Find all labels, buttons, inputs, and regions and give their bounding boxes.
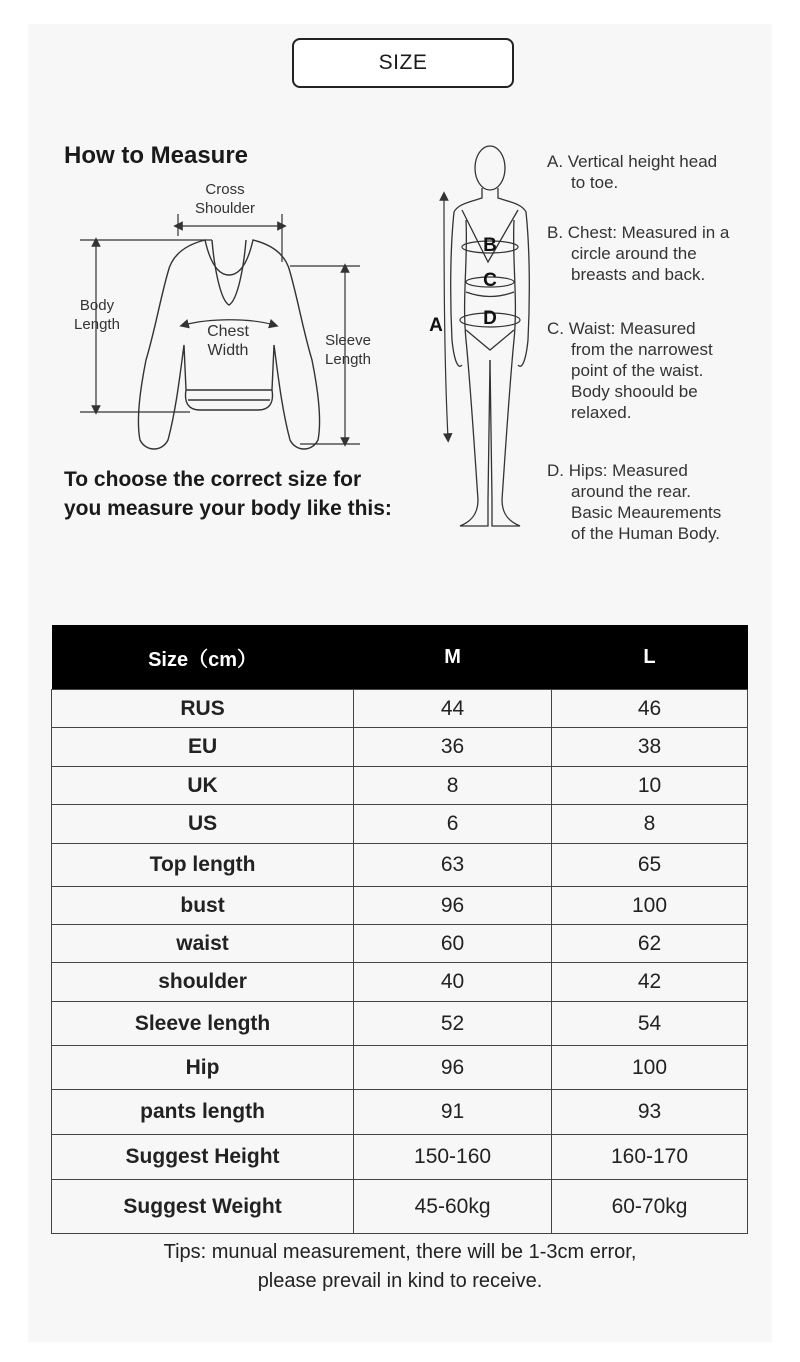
cell-m: 150-160 [354, 1135, 552, 1180]
body-length-label [62, 296, 132, 334]
tips-note [0, 1238, 800, 1296]
row-label: Top length [52, 844, 354, 887]
marker-c: C [483, 270, 497, 291]
cross-shoulder-label-line2: Shoulder [194, 200, 256, 217]
row-label: Sleeve length [52, 1002, 354, 1046]
note-a-line1: A. Vertical height head [547, 152, 718, 171]
header-m: M [354, 625, 552, 690]
row-label: pants length [52, 1090, 354, 1135]
size-title: SIZE [378, 51, 428, 74]
table-row [52, 887, 748, 925]
cell-m: 91 [354, 1090, 552, 1135]
cell-l: 100 [552, 887, 748, 925]
cell-m: 52 [354, 1002, 552, 1046]
table-row [52, 1090, 748, 1135]
chest-width-label-line1: Chest [207, 323, 249, 340]
table-row [52, 1135, 748, 1180]
note-a [547, 151, 717, 193]
cell-m: 45-60kg [354, 1180, 552, 1234]
cell-m: 63 [354, 844, 552, 887]
sleeve-length-label-line1: Sleeve [325, 332, 371, 349]
note-c-line2: from the narrowest [571, 340, 713, 359]
cell-l: 42 [552, 963, 748, 1002]
chest-width-label-line2: Width [207, 342, 249, 359]
note-c-line4: Body shoould be [571, 382, 698, 401]
note-d [547, 460, 721, 544]
cell-m: 96 [354, 1046, 552, 1090]
body-figure [451, 146, 530, 526]
choose-size-instruction [64, 465, 392, 523]
row-label: US [52, 805, 354, 844]
table-row [52, 767, 748, 805]
note-b-line1: B. Chest: Measured in a [547, 223, 730, 242]
table-row [52, 805, 748, 844]
table-row [52, 1180, 748, 1234]
note-d-line3: Basic Meaurements [571, 503, 722, 522]
sleeve-length-label [312, 331, 384, 369]
cell-m: 40 [354, 963, 552, 1002]
note-b-line3: breasts and back. [571, 265, 706, 284]
row-label: shoulder [52, 963, 354, 1002]
tips-line2: please prevail in kind to receive. [257, 1270, 543, 1292]
note-c-line5: relaxed. [571, 403, 632, 422]
cell-l: 46 [552, 690, 748, 728]
cross-shoulder-label-line1: Cross [205, 181, 245, 198]
choose-size-line1: To choose the correct size for [64, 468, 362, 491]
table-row [52, 963, 748, 1002]
cell-l: 65 [552, 844, 748, 887]
cell-l: 10 [552, 767, 748, 805]
table-row [52, 925, 748, 963]
note-b-line2: circle around the [571, 244, 697, 263]
size-table-header [52, 625, 748, 690]
how-to-measure-heading: How to Measure [64, 142, 249, 169]
row-label: Suggest Weight [52, 1180, 354, 1234]
cell-m: 36 [354, 728, 552, 767]
cell-l: 160-170 [552, 1135, 748, 1180]
marker-a: A [429, 315, 443, 336]
cell-l: 60-70kg [552, 1180, 748, 1234]
marker-d: D [483, 308, 497, 329]
cell-l: 62 [552, 925, 748, 963]
choose-size-line2: you measure your body like this: [64, 497, 392, 520]
note-c-line1: C. Waist: Measured [547, 319, 696, 338]
cell-l: 100 [552, 1046, 748, 1090]
note-c [547, 318, 713, 423]
size-table [51, 625, 748, 1234]
marker-b: B [483, 235, 497, 256]
header-l: L [552, 625, 748, 690]
note-d-line4: of the Human Body. [571, 524, 720, 543]
note-c-line3: point of the waist. [571, 361, 704, 380]
cell-l: 54 [552, 1002, 748, 1046]
cell-m: 96 [354, 887, 552, 925]
chest-width-label [190, 322, 266, 360]
header-size: Size（cm） [52, 625, 354, 690]
row-label: RUS [52, 690, 354, 728]
row-label: UK [52, 767, 354, 805]
row-label: Hip [52, 1046, 354, 1090]
cell-m: 6 [354, 805, 552, 844]
cell-l: 93 [552, 1090, 748, 1135]
table-row [52, 844, 748, 887]
body-length-label-line1: Body [79, 297, 115, 314]
cell-m: 60 [354, 925, 552, 963]
cell-m: 8 [354, 767, 552, 805]
row-label: Suggest Height [52, 1135, 354, 1180]
tips-line1: Tips: munual measurement, there will be 1-3cm error, [163, 1241, 637, 1263]
table-row [52, 728, 748, 767]
cell-l: 38 [552, 728, 748, 767]
sleeve-length-label-line2: Length [325, 351, 371, 368]
note-b [547, 222, 729, 285]
table-row [52, 1002, 748, 1046]
note-d-line1: D. Hips: Measured [547, 461, 688, 480]
row-label: waist [52, 925, 354, 963]
note-a-line2: to toe. [571, 173, 619, 192]
cell-m: 44 [354, 690, 552, 728]
table-row [52, 690, 748, 728]
cross-shoulder-label [180, 180, 270, 218]
body-length-label-line2: Length [74, 316, 120, 333]
table-row [52, 1046, 748, 1090]
row-label: bust [52, 887, 354, 925]
cell-l: 8 [552, 805, 748, 844]
row-label: EU [52, 728, 354, 767]
note-d-line2: around the rear. [571, 482, 692, 501]
